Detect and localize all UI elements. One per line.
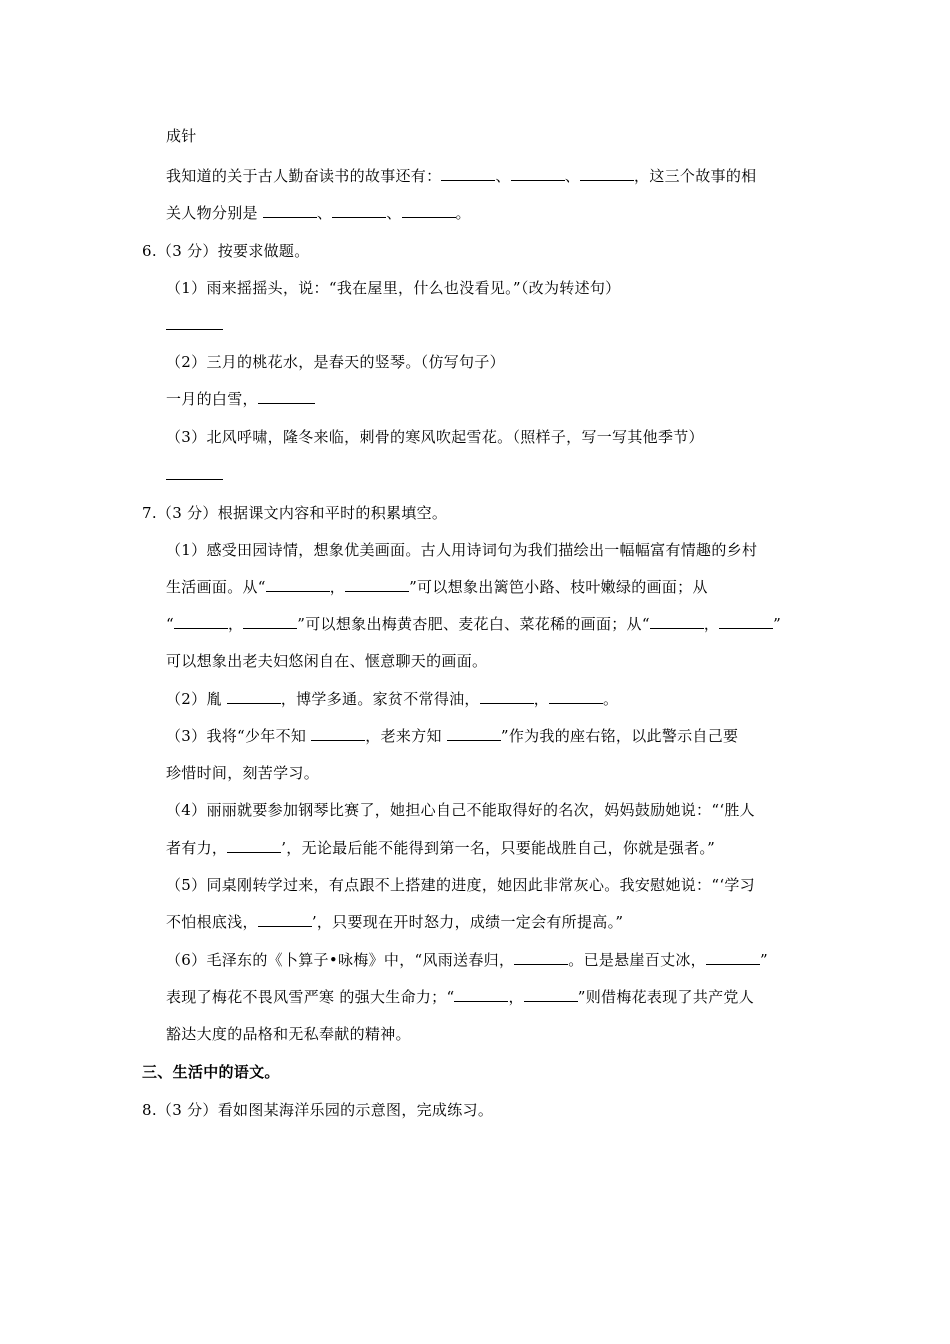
answer-blank[interactable]: [549, 689, 603, 704]
q5-line-1: 我知道的关于古人勤奋读书的故事还有： 、 、 ，这三个故事的相: [166, 167, 757, 185]
q7-p3-line-2: 珍惜时间，刻苦学习。: [166, 764, 320, 782]
answer-blank[interactable]: [524, 987, 578, 1002]
q7-p1-line-3: “ ， ”可以想象出梅黄杏肥、麦花白、菜花稀的画面；从“ ， ”: [166, 615, 782, 633]
q7-p4-line-2: 者有力， ’，无论最后能不能得到第一名，只要能战胜自己，你就是强者。”: [166, 839, 716, 857]
q7-p4-line-1: （4）丽丽就要参加钢琴比赛了，她担心自己不能取得好的名次，妈妈鼓励她说：“‘胜人: [166, 801, 755, 819]
answer-blank[interactable]: [650, 614, 704, 629]
answer-blank[interactable]: [332, 203, 386, 218]
q6-blank-1: [166, 315, 223, 335]
text-line: 成针: [166, 127, 197, 145]
answer-blank[interactable]: [311, 726, 365, 741]
q6-blank-3: [166, 465, 223, 485]
answer-blank[interactable]: [454, 987, 508, 1002]
answer-blank[interactable]: [266, 577, 330, 592]
q7-p1-line-2: 生活画面。从“ ， ”可以想象出篱笆小路、枝叶嫩绿的画面；从: [166, 578, 708, 596]
section-three-title: 三、生活中的语文。: [142, 1063, 280, 1081]
answer-blank[interactable]: [511, 166, 565, 181]
answer-blank[interactable]: [243, 614, 297, 629]
answer-blank[interactable]: [263, 203, 317, 218]
q6-item-1: （1）雨来摇摇头，说：“我在屋里，什么也没看见。”（改为转述句）: [166, 279, 621, 297]
answer-blank[interactable]: [580, 166, 634, 181]
q5-line-2: 关人物分别是 、 、 。: [166, 204, 471, 222]
q7-p6-line-2: 表现了梅花不畏风雪严寒 的强大生命力；“ ， ”则借梅花表现了共产党人: [166, 988, 755, 1006]
answer-blank[interactable]: [166, 315, 223, 330]
answer-blank[interactable]: [227, 689, 281, 704]
answer-blank[interactable]: [402, 203, 456, 218]
answer-blank[interactable]: [345, 577, 409, 592]
answer-blank[interactable]: [719, 614, 773, 629]
q7-p3-line-1: （3）我将“少年不知 ，老来方知 ”作为我的座右铭，以此警示自己要: [166, 727, 739, 745]
answer-blank[interactable]: [258, 389, 315, 404]
answer-blank[interactable]: [441, 166, 495, 181]
q8-title: 8.（3 分）看如图某海洋乐园的示意图，完成练习。: [142, 1101, 494, 1119]
answer-blank[interactable]: [166, 465, 223, 480]
q6-title: 6.（3 分）按要求做题。: [142, 242, 310, 260]
answer-blank[interactable]: [258, 912, 312, 927]
q6-item-3: （3）北风呼啸，隆冬来临，刺骨的寒风吹起雪花。（照样子，写一写其他季节）: [166, 428, 704, 446]
answer-blank[interactable]: [227, 838, 281, 853]
answer-blank[interactable]: [706, 950, 760, 965]
q7-p5-line-2: 不怕根底浅， ’，只要现在开时怒力，成绩一定会有所提高。”: [166, 913, 624, 931]
q7-title: 7.（3 分）根据课文内容和平时的积累填空。: [142, 504, 448, 522]
q6-item-2: （2）三月的桃花水，是春天的竖琴。（仿写句子）: [166, 353, 505, 371]
q7-p5-line-1: （5）同桌刚转学过来，有点跟不上搭建的进度，她因此非常灰心。我安慰她说：“‘学习: [166, 876, 755, 894]
answer-blank[interactable]: [514, 950, 568, 965]
answer-blank[interactable]: [447, 726, 501, 741]
answer-blank[interactable]: [174, 614, 228, 629]
q7-p6-line-3: 豁达大度的品格和无私奉献的精神。: [166, 1025, 411, 1043]
answer-blank[interactable]: [480, 689, 534, 704]
q6-item-2-answer: 一月的白雪，: [166, 389, 315, 409]
q7-p2: （2）胤 ，博学多通。家贫不常得油， ， 。: [166, 690, 619, 708]
q7-p6-line-1: （6）毛泽东的《卜算子•咏梅》中，“风雨送春归， 。已是悬崖百丈冰， ”: [166, 951, 768, 969]
q7-p1-line-4: 可以想象出老夫妇悠闲自在、惬意聊天的画面。: [166, 652, 488, 670]
q7-p1-line-1: （1）感受田园诗情，想象优美画面。古人用诗词句为我们描绘出一幅幅富有情趣的乡村: [166, 541, 758, 559]
